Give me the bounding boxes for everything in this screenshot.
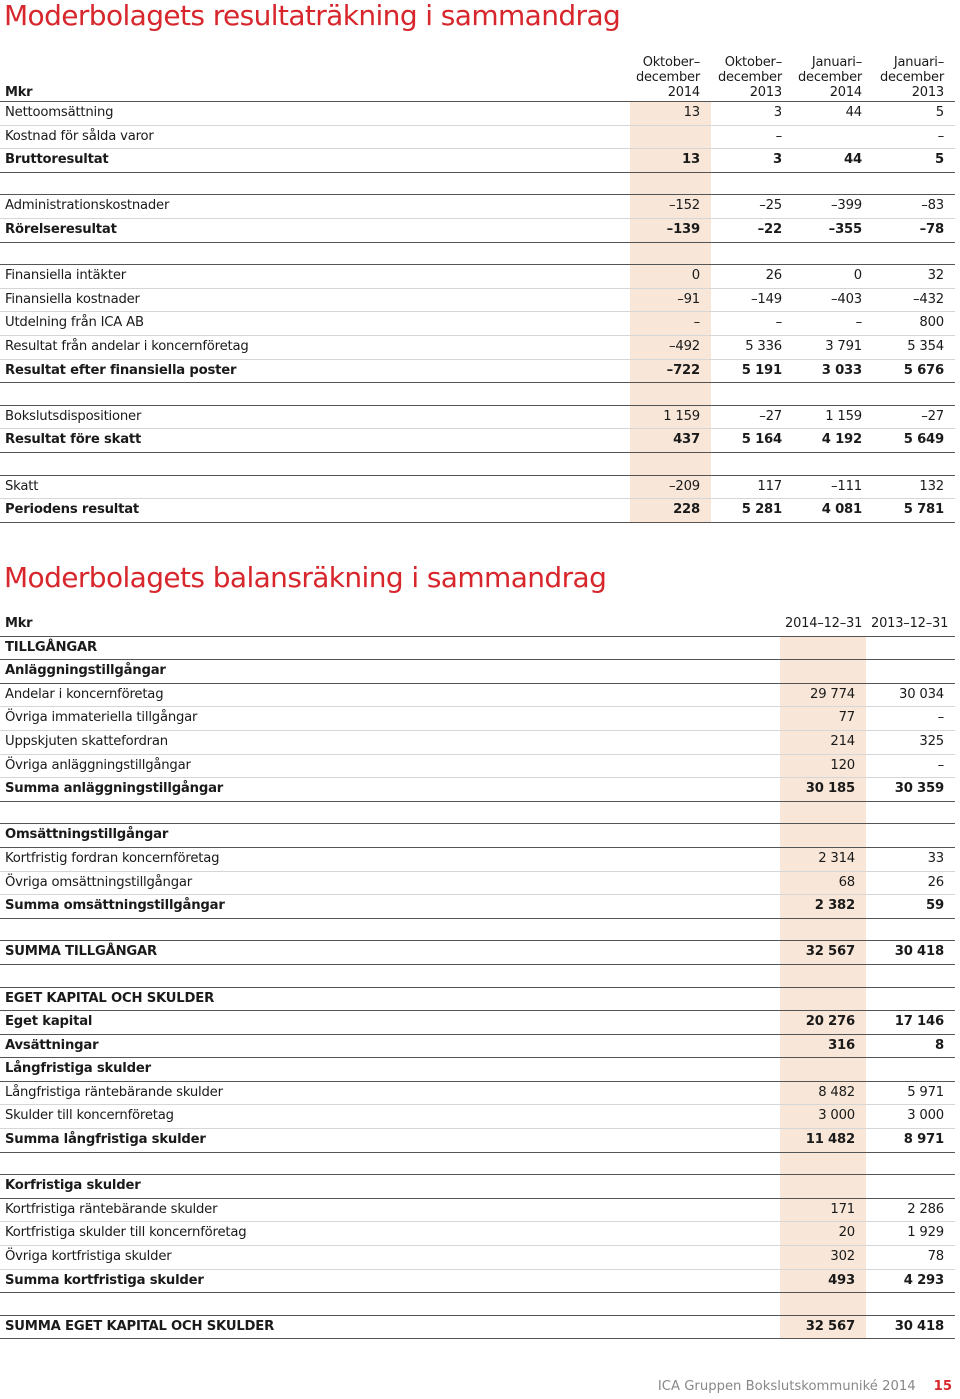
row-value: –	[630, 312, 711, 336]
balance-sheet-title: Moderbolagets balansräkning i sammandrag	[4, 561, 607, 594]
row-label: Övriga omsättningstillgångar	[0, 871, 780, 895]
row-label: Omsättningstillgångar	[0, 824, 780, 848]
spacer-cell	[780, 1293, 866, 1316]
table-row	[0, 405, 955, 429]
row-value	[780, 824, 866, 848]
spacer-row	[0, 172, 955, 195]
table-row	[0, 1175, 955, 1199]
spacer-cell	[793, 383, 873, 406]
row-value: –83	[873, 195, 955, 219]
table-row	[0, 499, 955, 523]
row-label: Bruttoresultat	[0, 149, 630, 173]
table-row	[0, 1034, 955, 1058]
spacer-cell	[0, 242, 630, 265]
column-header-line: december	[879, 70, 944, 85]
spacer-cell	[780, 1152, 866, 1175]
row-value: –355	[793, 218, 873, 242]
row-label: Andelar i koncernföretag	[0, 683, 780, 707]
row-value: 171	[780, 1198, 866, 1222]
row-value: –25	[711, 195, 793, 219]
column-header-line: 2014	[667, 85, 700, 100]
row-label: Kortfristiga skulder till koncernföretag	[0, 1222, 780, 1246]
table-row	[0, 102, 955, 126]
table-row	[0, 218, 955, 242]
row-value: –432	[873, 288, 955, 312]
table-row	[0, 312, 955, 336]
table-row	[0, 149, 955, 173]
row-value: –22	[711, 218, 793, 242]
table-row	[0, 987, 955, 1011]
row-value: 8 971	[866, 1129, 955, 1153]
row-value: 30 359	[866, 778, 955, 802]
column-header-line: Januari–	[811, 55, 862, 70]
spacer-cell	[711, 383, 793, 406]
spacer-cell	[0, 1293, 780, 1316]
row-value: 0	[793, 265, 873, 289]
column-header	[793, 54, 873, 102]
row-value: 20 276	[780, 1011, 866, 1035]
row-value: 17 146	[866, 1011, 955, 1035]
table-row	[0, 778, 955, 802]
spacer-cell	[0, 918, 780, 941]
table-row	[0, 475, 955, 499]
row-value	[866, 660, 955, 684]
table-row	[0, 1081, 955, 1105]
row-value: 20	[780, 1222, 866, 1246]
row-value: 228	[630, 499, 711, 523]
spacer-cell	[0, 1152, 780, 1175]
row-value: 5 676	[873, 359, 955, 383]
row-value: 32 567	[780, 1315, 866, 1339]
row-label: Övriga immateriella tillgångar	[0, 707, 780, 731]
row-label: Korfristiga skulder	[0, 1175, 780, 1199]
spacer-cell	[0, 452, 630, 475]
row-value: 493	[780, 1269, 866, 1293]
column-header-line: Oktober–	[642, 55, 700, 70]
row-value	[866, 987, 955, 1011]
row-value: 2 382	[780, 895, 866, 919]
row-value	[866, 824, 955, 848]
column-header	[711, 54, 793, 102]
row-value: 11 482	[780, 1129, 866, 1153]
row-value: –399	[793, 195, 873, 219]
table-row	[0, 895, 955, 919]
table-row	[0, 636, 955, 660]
row-label: Kostnad för sålda varor	[0, 125, 630, 149]
row-value: 3 791	[793, 335, 873, 359]
table-row	[0, 847, 955, 871]
column-header-line: 2014	[829, 85, 862, 100]
spacer-row	[0, 383, 955, 406]
row-value: –492	[630, 335, 711, 359]
row-value: –722	[630, 359, 711, 383]
row-label: Uppskjuten skattefordran	[0, 730, 780, 754]
column-header-line: 2013	[911, 85, 944, 100]
spacer-row	[0, 452, 955, 475]
table-row	[0, 1011, 955, 1035]
column-header-line: Januari–	[893, 55, 944, 70]
row-value: –	[711, 312, 793, 336]
row-value: 4 081	[793, 499, 873, 523]
row-value: 5 649	[873, 429, 955, 453]
table-row	[0, 707, 955, 731]
row-label: Summa anläggningstillgångar	[0, 778, 780, 802]
row-label: Nettoomsättning	[0, 102, 630, 126]
table-row	[0, 1315, 955, 1339]
row-value	[793, 125, 873, 149]
row-value: 1 929	[866, 1222, 955, 1246]
table-row	[0, 265, 955, 289]
row-value: 1 159	[630, 405, 711, 429]
row-value: 3 000	[780, 1105, 866, 1129]
spacer-cell	[0, 383, 630, 406]
row-value: 3	[711, 149, 793, 173]
row-label: Summa omsättningstillgångar	[0, 895, 780, 919]
row-value: 32 567	[780, 941, 866, 965]
spacer-cell	[873, 172, 955, 195]
spacer-row	[0, 964, 955, 987]
row-label: Övriga kortfristiga skulder	[0, 1246, 780, 1270]
column-header-line: december	[798, 70, 863, 85]
unit-label: Mkr	[0, 613, 780, 636]
row-value: 29 774	[780, 683, 866, 707]
row-value	[866, 1058, 955, 1082]
spacer-cell	[873, 242, 955, 265]
row-label: Administrationskostnader	[0, 195, 630, 219]
row-value: –27	[711, 405, 793, 429]
row-value: –152	[630, 195, 711, 219]
table-row	[0, 1105, 955, 1129]
row-value: 32	[873, 265, 955, 289]
row-value: –	[866, 754, 955, 778]
row-value: –	[873, 125, 955, 149]
spacer-cell	[873, 452, 955, 475]
spacer-cell	[711, 242, 793, 265]
row-value: 4 192	[793, 429, 873, 453]
income-statement-table	[0, 54, 955, 523]
table-header-row	[0, 613, 955, 636]
table-row	[0, 195, 955, 219]
table-row	[0, 1246, 955, 1270]
row-label: Summa långfristiga skulder	[0, 1129, 780, 1153]
row-label: Skulder till koncernföretag	[0, 1105, 780, 1129]
row-value: 2 314	[780, 847, 866, 871]
row-value	[780, 1175, 866, 1199]
table-row	[0, 1269, 955, 1293]
column-header-line: 2013	[749, 85, 782, 100]
table-row	[0, 1222, 955, 1246]
row-value: 30 034	[866, 683, 955, 707]
table-row	[0, 1129, 955, 1153]
column-header-line: Oktober–	[724, 55, 782, 70]
row-label: Resultat före skatt	[0, 429, 630, 453]
row-value: –91	[630, 288, 711, 312]
table-row	[0, 429, 955, 453]
row-value: 316	[780, 1034, 866, 1058]
row-value: 8	[866, 1034, 955, 1058]
row-label: Summa kortfristiga skulder	[0, 1269, 780, 1293]
income-statement-title: Moderbolagets resultaträkning i sammandrag	[4, 0, 621, 32]
row-value: 30 418	[866, 1315, 955, 1339]
spacer-cell	[780, 964, 866, 987]
spacer-cell	[630, 242, 711, 265]
row-value: 4 293	[866, 1269, 955, 1293]
spacer-cell	[711, 172, 793, 195]
row-value: 5	[873, 149, 955, 173]
row-label: Eget kapital	[0, 1011, 780, 1035]
spacer-cell	[866, 918, 955, 941]
row-value: 26	[711, 265, 793, 289]
row-value: –209	[630, 475, 711, 499]
row-value: 13	[630, 149, 711, 173]
column-header	[630, 54, 711, 102]
row-label: Finansiella kostnader	[0, 288, 630, 312]
spacer-row	[0, 918, 955, 941]
row-value: 132	[873, 475, 955, 499]
row-value: 0	[630, 265, 711, 289]
page-footer	[658, 1379, 952, 1394]
spacer-cell	[873, 383, 955, 406]
row-value: –	[866, 707, 955, 731]
row-value: 30 418	[866, 941, 955, 965]
row-value	[780, 987, 866, 1011]
row-value: –403	[793, 288, 873, 312]
row-value: 5	[873, 102, 955, 126]
row-value	[780, 660, 866, 684]
row-label: Avsättningar	[0, 1034, 780, 1058]
row-value: –27	[873, 405, 955, 429]
row-label: Periodens resultat	[0, 499, 630, 523]
table-row	[0, 1058, 955, 1082]
spacer-cell	[866, 964, 955, 987]
table-row	[0, 824, 955, 848]
row-label: Anläggningstillgångar	[0, 660, 780, 684]
row-label: Utdelning från ICA AB	[0, 312, 630, 336]
row-value: 1 159	[793, 405, 873, 429]
spacer-row	[0, 801, 955, 824]
row-label: Rörelseresultat	[0, 218, 630, 242]
row-value: 120	[780, 754, 866, 778]
row-label: SUMMA TILLGÅNGAR	[0, 941, 780, 965]
table-row	[0, 359, 955, 383]
row-value	[780, 636, 866, 660]
row-value: 800	[873, 312, 955, 336]
spacer-cell	[0, 172, 630, 195]
column-header: 2014–12–31	[780, 613, 866, 636]
row-label: EGET KAPITAL OCH SKULDER	[0, 987, 780, 1011]
row-value: 5 781	[873, 499, 955, 523]
row-value: 26	[866, 871, 955, 895]
row-value: 33	[866, 847, 955, 871]
row-label: Skatt	[0, 475, 630, 499]
row-value: 5 281	[711, 499, 793, 523]
column-header-line: december	[635, 70, 700, 85]
spacer-cell	[630, 383, 711, 406]
row-value: 13	[630, 102, 711, 126]
spacer-cell	[866, 1152, 955, 1175]
table-row	[0, 288, 955, 312]
row-label: Långfristiga skulder	[0, 1058, 780, 1082]
row-value: 325	[866, 730, 955, 754]
spacer-cell	[0, 801, 780, 824]
row-value: 30 185	[780, 778, 866, 802]
spacer-cell	[630, 172, 711, 195]
spacer-cell	[793, 172, 873, 195]
spacer-cell	[630, 452, 711, 475]
row-value: 3 033	[793, 359, 873, 383]
table-row	[0, 730, 955, 754]
row-value: 68	[780, 871, 866, 895]
row-value: 44	[793, 102, 873, 126]
row-value: –149	[711, 288, 793, 312]
row-label: SUMMA EGET KAPITAL OCH SKULDER	[0, 1315, 780, 1339]
spacer-cell	[780, 801, 866, 824]
row-value: 2 286	[866, 1198, 955, 1222]
spacer-cell	[866, 801, 955, 824]
table-row	[0, 125, 955, 149]
row-value: 5 191	[711, 359, 793, 383]
row-value: 78	[866, 1246, 955, 1270]
row-value: 3 000	[866, 1105, 955, 1129]
row-value: 44	[793, 149, 873, 173]
row-value	[866, 636, 955, 660]
row-label: Kortfristiga räntebärande skulder	[0, 1198, 780, 1222]
table-row	[0, 683, 955, 707]
spacer-cell	[793, 242, 873, 265]
row-value: –111	[793, 475, 873, 499]
spacer-cell	[711, 452, 793, 475]
row-value: –	[711, 125, 793, 149]
balance-sheet-table	[0, 613, 955, 1339]
row-value: 5 354	[873, 335, 955, 359]
column-header: 2013–12–31	[866, 613, 955, 636]
page-number: 15	[933, 1379, 952, 1394]
row-label: Resultat efter finansiella poster	[0, 359, 630, 383]
row-value: 214	[780, 730, 866, 754]
row-value: 8 482	[780, 1081, 866, 1105]
row-value: 437	[630, 429, 711, 453]
row-value	[780, 1058, 866, 1082]
row-label: Bokslutsdispositioner	[0, 405, 630, 429]
table-row	[0, 335, 955, 359]
spacer-row	[0, 1152, 955, 1175]
row-label: Resultat från andelar i koncernföretag	[0, 335, 630, 359]
column-header-line: december	[717, 70, 782, 85]
row-label: Kortfristig fordran koncernföretag	[0, 847, 780, 871]
row-value	[866, 1175, 955, 1199]
spacer-cell	[780, 918, 866, 941]
column-header	[873, 54, 955, 102]
spacer-cell	[866, 1293, 955, 1316]
table-row	[0, 871, 955, 895]
row-value	[630, 125, 711, 149]
row-value: –78	[873, 218, 955, 242]
row-value: 117	[711, 475, 793, 499]
row-value: –139	[630, 218, 711, 242]
table-row	[0, 660, 955, 684]
row-value: 59	[866, 895, 955, 919]
row-value: 3	[711, 102, 793, 126]
row-value: 5 971	[866, 1081, 955, 1105]
spacer-cell	[0, 964, 780, 987]
table-header-row	[0, 54, 955, 102]
row-value: 5 336	[711, 335, 793, 359]
table-row	[0, 754, 955, 778]
row-value: 77	[780, 707, 866, 731]
row-value: –	[793, 312, 873, 336]
row-label: TILLGÅNGAR	[0, 636, 780, 660]
row-label: Långfristiga räntebärande skulder	[0, 1081, 780, 1105]
unit-label: Mkr	[0, 54, 630, 102]
spacer-row	[0, 242, 955, 265]
row-value: 5 164	[711, 429, 793, 453]
row-value: 302	[780, 1246, 866, 1270]
spacer-cell	[793, 452, 873, 475]
row-label: Övriga anläggningstillgångar	[0, 754, 780, 778]
row-label: Finansiella intäkter	[0, 265, 630, 289]
table-row	[0, 1198, 955, 1222]
spacer-row	[0, 1293, 955, 1316]
table-row	[0, 941, 955, 965]
footer-publication: ICA Gruppen Bokslutskommuniké 2014	[657, 1379, 916, 1394]
